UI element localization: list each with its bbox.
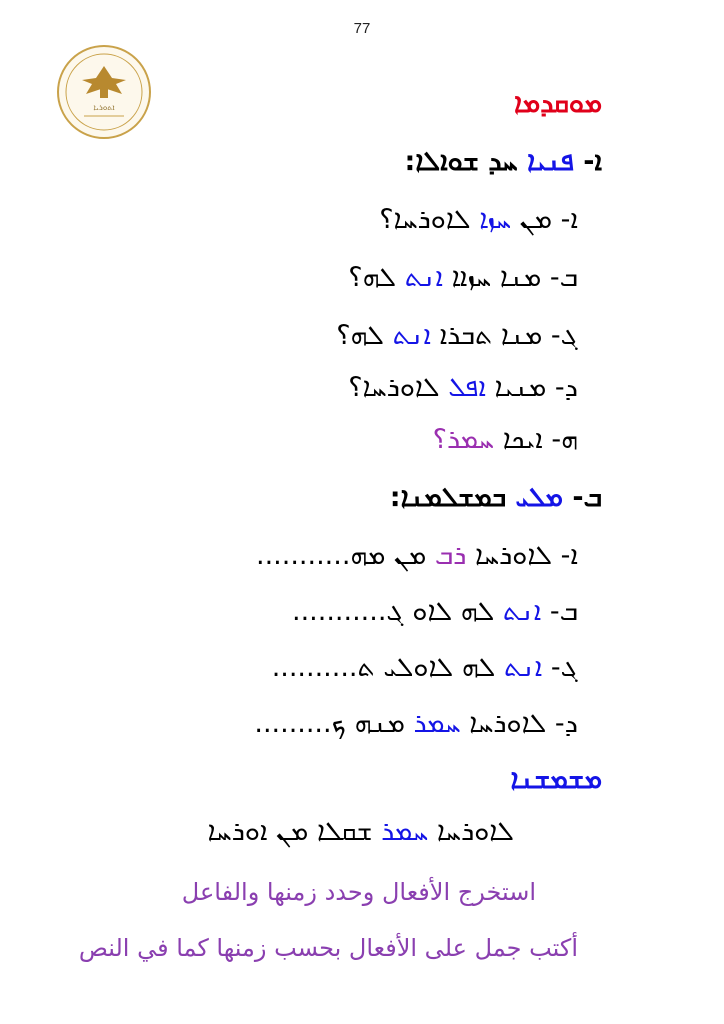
- question-1: ܐ- ܡܢ ܚܙܐ ܠܐܘܪܚܐ؟: [379, 204, 578, 235]
- seal-logo: [56, 44, 152, 140]
- fill-blank-4: ܕ- ܠܐܘܪܚܐ ܚܡܪ ܡܢܗ ܟ.........: [254, 708, 578, 739]
- question-5: ܗ- ܐܝܟܐ ܚܡܪ؟: [432, 424, 578, 455]
- svg-text:ܐܬܘܪܝܐ: ܐܬܘܪܝܐ: [93, 103, 115, 112]
- instruction-2: أكتب جمل على الأفعال بحسب زمنها كما في النص: [78, 934, 578, 962]
- page-number: 77: [353, 20, 371, 37]
- fill-blank-3: ܓ- ܐܢܬ ܠܗ ܠܐܘܠܝ ܬ..........: [271, 652, 578, 683]
- question-2: ܒ- ܡܢܐ ܚܙܐܐ ܐܢܬ ܠܗ؟: [348, 262, 578, 293]
- section-b-title: ܒ- ܡܠܝ ܒܡܫܠܡܢܐ:: [389, 482, 602, 513]
- section-a-title: ܐ- ܦܢܝܐ ܚܕ ܫܘܐܠܐ:: [404, 146, 602, 177]
- fill-blank-2: ܒ- ܐܢܬ ܠܗ ܠܐܘ ܓ...........: [292, 596, 578, 627]
- instruction-1: استخرج الأفعال وحدد زمنها والفاعل: [181, 878, 536, 906]
- heading: ܡܘܩܕܡܐ: [514, 88, 602, 119]
- question-3: ܓ- ܡܢܐ ܬܒܪܐ ܐܢܬ ܠܗ؟: [336, 320, 578, 351]
- fill-blank-1: ܐ- ܠܐܘܪܚܐ ܪܒ ܡܢ ܡܗ...........: [256, 540, 578, 571]
- practice-line: ܠܐܘܪܚܐ ܚܡܪ ܫܩܠܐ ܡܢ ܐܘܪܚܐ: [207, 816, 514, 847]
- question-4: ܕ- ܡܢܝܐ ܐܦܠ ܠܐܘܪܚܐ؟: [348, 372, 578, 403]
- practice-heading: ܡܫܡܫܢܐ: [510, 764, 602, 795]
